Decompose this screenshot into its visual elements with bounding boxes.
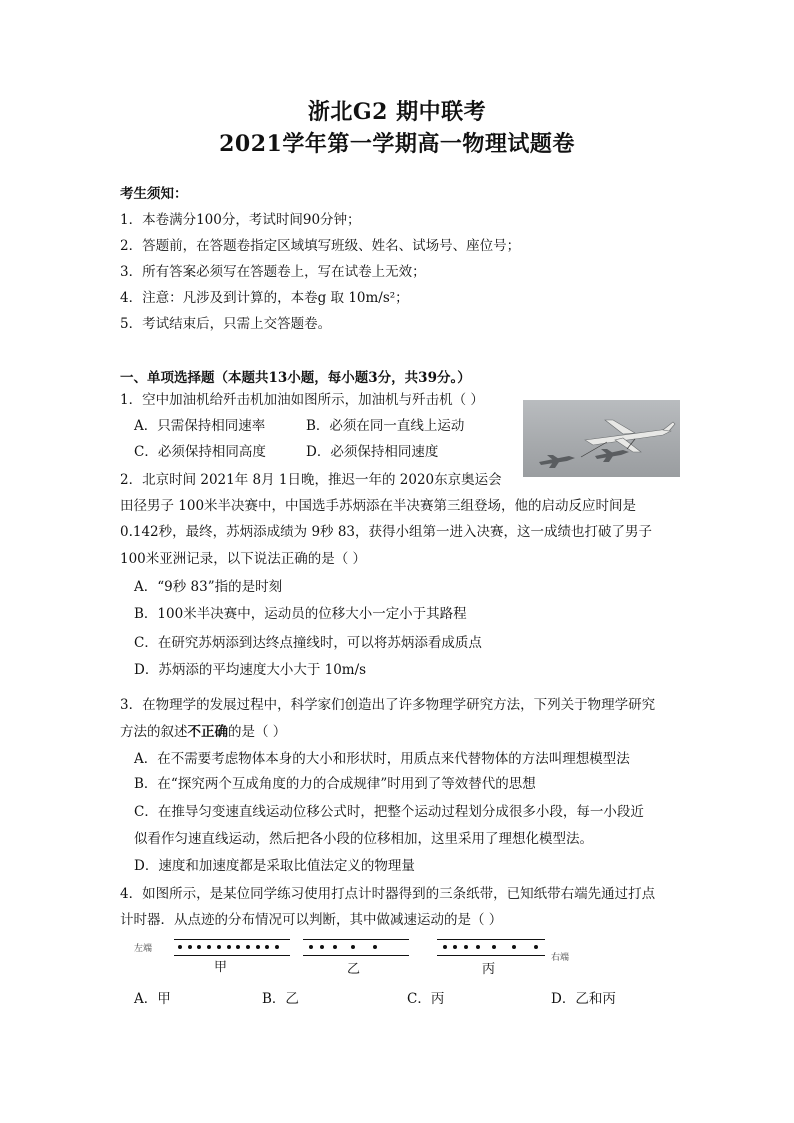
question-2-option-c: C．在研究苏炳添到达终点撞线时，可以将苏炳添看成质点 bbox=[134, 635, 482, 651]
section-heading: 一、单项选择题（本题共13小题，每小题3分，共39分。） bbox=[120, 370, 471, 386]
notice-item: 5．考试结束后，只需上交答题卷。 bbox=[120, 316, 332, 332]
tape-dot bbox=[256, 945, 260, 949]
tape-dot bbox=[512, 945, 516, 949]
question-1-option-c: C．必须保持相同高度 bbox=[134, 444, 266, 460]
exam-title-line1: 浙北G2 期中联考 bbox=[307, 99, 487, 125]
tape-dot bbox=[443, 945, 447, 949]
question-2-line: 0.142秒，最终，苏炳添成绩为 9秒 83，获得小组第一进入决赛，这一成绩也打破了男子 bbox=[120, 524, 652, 540]
question-4-option-c: C．丙 bbox=[407, 991, 445, 1007]
right-end-label: 右端 bbox=[551, 953, 570, 963]
question-2-option-a: A．“9秒 83”指的是时刻 bbox=[134, 579, 283, 595]
question-2-option-d: D．苏炳添的平均速度大小大于 10m/s bbox=[134, 662, 367, 678]
question-2-option-b: B．100米半决赛中，运动员的位移大小一定小于其路程 bbox=[134, 606, 467, 622]
question-4-option-a: A．甲 bbox=[134, 991, 171, 1007]
tape-jia bbox=[174, 939, 290, 957]
question-1-option-d: D．必须保持相同速度 bbox=[306, 444, 439, 460]
fighter-aircraft bbox=[595, 449, 629, 462]
tape-dot bbox=[492, 945, 496, 949]
tape-dot bbox=[464, 945, 468, 949]
left-end-label: 左端 bbox=[134, 944, 153, 954]
aerial-refueling-photo bbox=[523, 400, 680, 477]
tape-dot bbox=[309, 945, 313, 949]
tape-dot bbox=[320, 945, 324, 949]
tape-bing-label: 丙 bbox=[482, 962, 496, 977]
tape-dot bbox=[351, 945, 355, 949]
tape-jia-label: 甲 bbox=[214, 960, 228, 975]
question-3-option-d: D．速度和加速度都是采取比值法定义的物理量 bbox=[134, 858, 415, 874]
question-3-option-c-cont: 似看作匀速直线运动，然后把各小段的位移相加，这里采用了理想化模型法。 bbox=[134, 831, 593, 847]
tape-dot bbox=[333, 945, 337, 949]
question-3-option-c: C．在推导匀变速直线运动位移公式时，把整个运动过程划分成很多小段，每一小段近 bbox=[134, 804, 644, 820]
tape-dot bbox=[534, 945, 538, 949]
tape-bing bbox=[437, 939, 545, 957]
question-3-line bbox=[120, 723, 286, 741]
fighter-aircraft bbox=[539, 455, 575, 468]
tape-dot bbox=[275, 945, 279, 949]
tape-dot bbox=[188, 945, 192, 949]
exam-title-line2: 2021学年第一学期高一物理试题卷 bbox=[219, 131, 575, 157]
question-4-option-b: B．乙 bbox=[262, 991, 299, 1007]
question-3-emphasis: 不正确 bbox=[187, 724, 228, 740]
question-1-option-b: B．必须在同一直线上运动 bbox=[306, 418, 465, 434]
tape-dot bbox=[373, 945, 377, 949]
tape-dot bbox=[178, 945, 182, 949]
question-4-line: 4．如图所示，是某位同学练习使用打点计时器得到的三条纸带，已知纸带右端先通过打点 bbox=[120, 886, 656, 902]
question-2-line: 2．北京时间 2021年 8月 1日晚，推迟一年的 2020东京奥运会 bbox=[120, 472, 502, 488]
question-3-text: 的是（ ） bbox=[228, 724, 287, 740]
question-4-line: 计时器．从点迹的分布情况可以判断，其中做减速运动的是（ ） bbox=[120, 912, 503, 928]
tape-dot bbox=[476, 945, 480, 949]
tape-dot bbox=[453, 945, 457, 949]
question-3-text: 方法的叙述 bbox=[120, 724, 188, 740]
question-1-option-a: A．只需保持相同速率 bbox=[134, 418, 266, 434]
question-1-stem: 1．空中加油机给歼击机加油如图所示，加油机与歼击机（ ） bbox=[120, 392, 484, 408]
tape-dot bbox=[227, 945, 231, 949]
tape-dot bbox=[207, 945, 211, 949]
notice-item: 3．所有答案必须写在答题卷上，写在试卷上无效； bbox=[120, 264, 426, 280]
notice-item: 1．本卷满分100分，考试时间90分钟； bbox=[120, 212, 361, 228]
question-4-option-d: D．乙和丙 bbox=[551, 991, 616, 1007]
question-3-option-b: B．在“探究两个互成角度的力的合成规律”时用到了等效替代的思想 bbox=[134, 776, 536, 792]
question-3-line: 3．在物理学的发展过程中，科学家们创造出了许多物理学研究方法，下列关于物理学研究 bbox=[120, 697, 656, 713]
tape-dot bbox=[236, 945, 240, 949]
question-3-option-a: A．在不需要考虑物体本身的大小和形状时，用质点来代替物体的方法叫理想模型法 bbox=[134, 751, 630, 767]
question-2-line: 100米亚洲记录，以下说法正确的是（ ） bbox=[120, 551, 367, 567]
tape-dot bbox=[265, 945, 269, 949]
notice-heading: 考生须知： bbox=[120, 186, 188, 202]
aircraft-illustration bbox=[523, 400, 680, 477]
notice-item: 4．注意：凡涉及到计算的，本卷g 取 10m/s²； bbox=[120, 290, 409, 306]
notice-item: 2．答题前，在答题卷指定区域填写班级、姓名、试场号、座位号； bbox=[120, 238, 521, 254]
tape-dot bbox=[217, 945, 221, 949]
tape-dot bbox=[246, 945, 250, 949]
question-2-line: 田径男子 100米半决赛中，中国选手苏炳添在半决赛第三组登场，他的启动反应时间是 bbox=[120, 498, 637, 514]
tape-yi bbox=[303, 939, 409, 957]
tape-dot bbox=[197, 945, 201, 949]
tape-yi-label: 乙 bbox=[347, 962, 361, 977]
